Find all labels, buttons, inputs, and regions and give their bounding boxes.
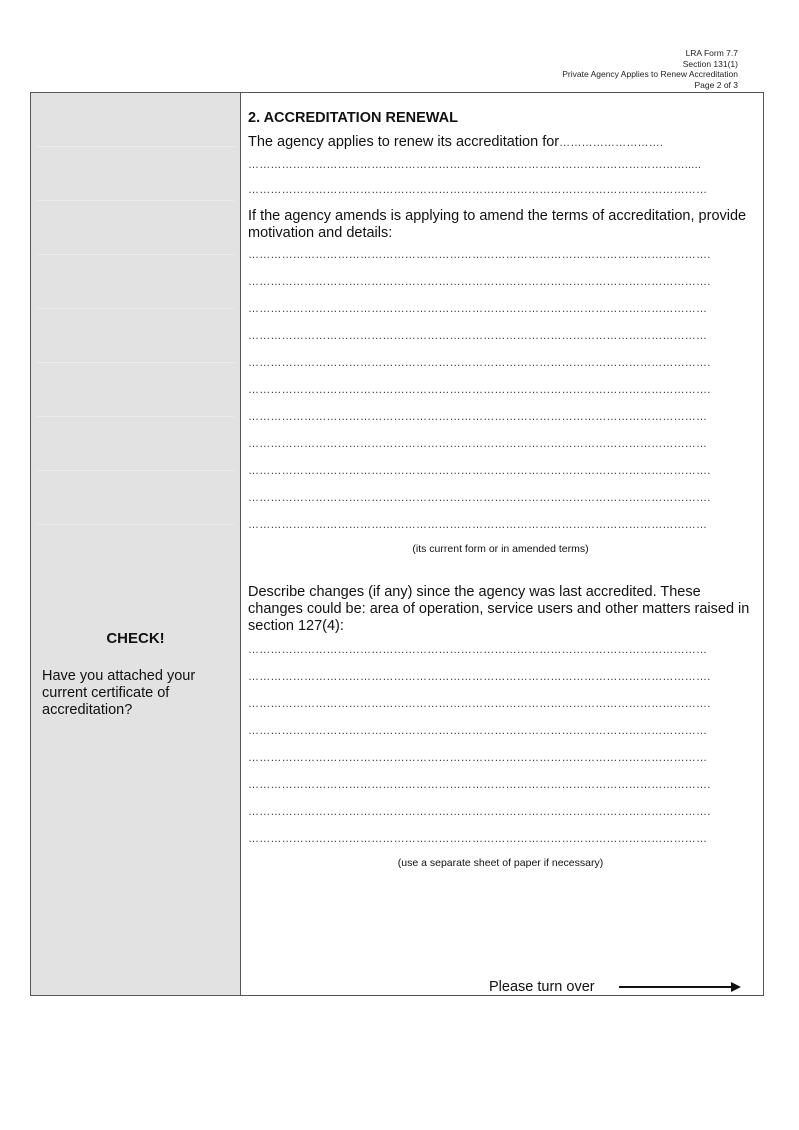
changes-line[interactable]: …………………………………………………………………………………………………………… (248, 725, 708, 737)
amend-line[interactable]: …………………………………………………………………………………………………………… (248, 330, 708, 342)
renew-line[interactable]: …………………………………………………………………………………………………………… (248, 184, 708, 196)
form-section: Section 131(1) (682, 58, 738, 69)
amend-line[interactable]: …………………………………………………………………………………………………………… (248, 519, 708, 531)
renew-prompt: The agency applies to renew its accreditation for (248, 134, 560, 150)
amend-line[interactable]: ……………………………………………………………………………………………………………. (248, 492, 711, 504)
changes-line[interactable]: ……………………………………………………………………………………………………………. (248, 806, 711, 818)
form-number: LRA Form 7.7 (685, 48, 738, 58)
amend-line[interactable]: ……………………………………………………………………………………………………………. (248, 465, 711, 477)
amend-line[interactable]: …………………………………………………………………………………………………………… (248, 303, 708, 315)
amend-prompt: If the agency amends is applying to amend the terms of accreditation, provide motivation and details: (248, 208, 747, 241)
changes-line[interactable]: …………………………………………………………………………………………………………… (248, 644, 708, 656)
changes-line[interactable]: ……………………………………………………………………………………………………………. (248, 779, 711, 791)
amend-line[interactable]: ……………………………………………………………………………………………………………. (248, 384, 711, 396)
arrow-right-icon (619, 986, 739, 988)
check-sidebar (31, 93, 241, 995)
changes-line[interactable]: …………………………………………………………………………………………………………… (248, 833, 708, 845)
renewal-section (241, 93, 763, 995)
check-text: Have you attached your current certificate of accreditation? (42, 668, 196, 718)
renew-lines (248, 152, 753, 202)
form-box (30, 92, 764, 996)
changes-prompt: Describe changes (if any) since the agency was last accredited. These changes could be: area of operation, service users and other matters raised in section 127(4): (248, 584, 750, 634)
amend-line[interactable]: ……………………………………………………………………………………………………………. (248, 357, 711, 369)
form-title: Private Agency Applies to Renew Accreditation (562, 69, 738, 80)
amend-line[interactable]: ……………………………………………………………………………………………………………. (248, 276, 711, 288)
page-header (562, 48, 738, 90)
changes-line[interactable]: …………………………………………………………………………………………………………… (248, 752, 708, 764)
changes-lines (248, 637, 753, 853)
section-title: 2. ACCREDITATION RENEWAL (248, 110, 458, 126)
renew-inline-blank[interactable]: ………………………. (559, 137, 664, 149)
amend-line[interactable]: …………………………………………………………………………………………………………… (248, 411, 708, 423)
changes-line[interactable]: ……………………………………………………………………………………………………………. (248, 671, 711, 683)
page-number: Page 2 of 3 (694, 79, 738, 90)
renew-prompt-row[interactable] (248, 134, 753, 152)
turn-over (489, 979, 739, 995)
amend-note: (its current form or in amended terms) (412, 543, 589, 555)
changes-note: (use a separate sheet of paper if necessary) (397, 857, 604, 869)
amend-line[interactable]: …………………………………………………………………………………………………………… (248, 438, 708, 450)
check-title: CHECK! (106, 630, 165, 647)
renew-line[interactable]: ………………………………………………………………………………………………………..... (248, 159, 702, 171)
amend-line[interactable]: ……………………………………………………………………………………………………………. (248, 249, 711, 261)
turn-over-text: Please turn over (489, 979, 595, 995)
changes-line[interactable]: ……………………………………………………………………………………………………………. (248, 698, 711, 710)
amend-lines (248, 242, 753, 539)
